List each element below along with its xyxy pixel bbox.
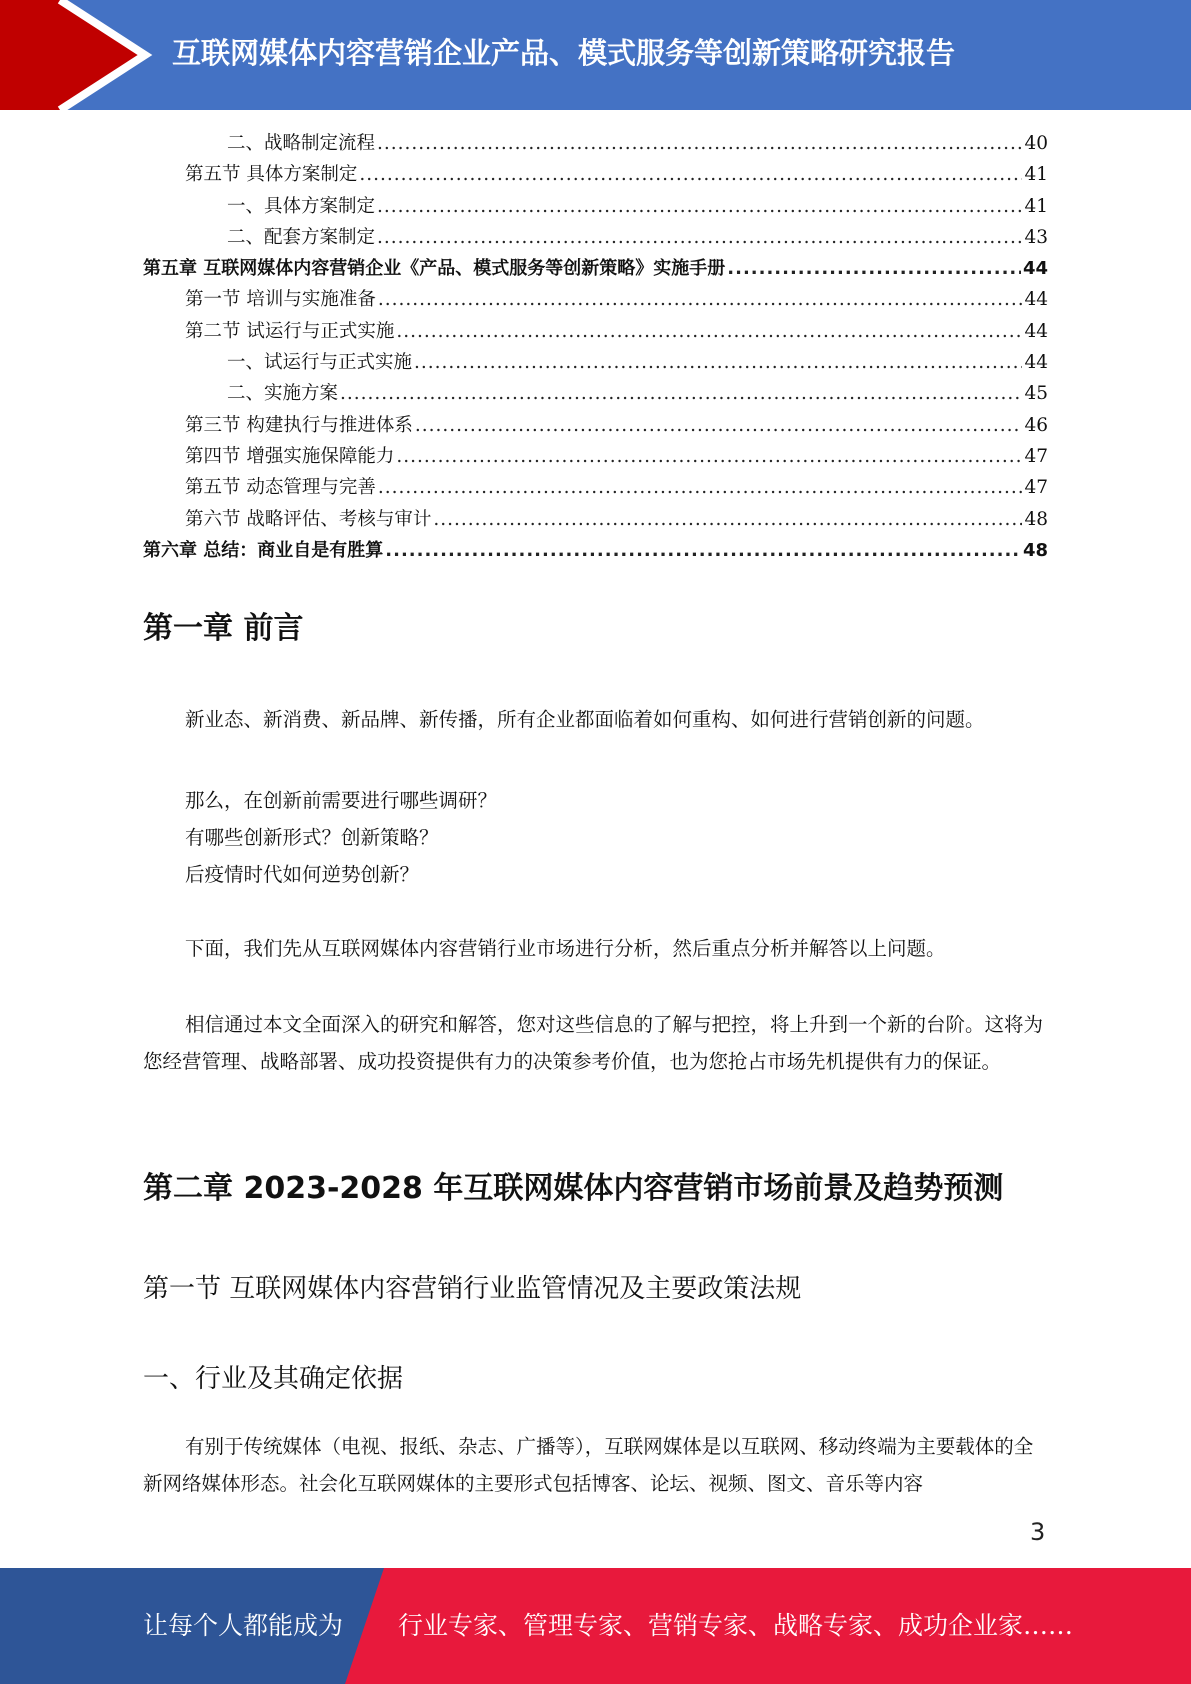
toc-entry[interactable] — [143, 347, 1048, 378]
toc-entry-title: 二、配套方案制定 — [227, 226, 376, 248]
toc-entry-page: 45 — [1024, 383, 1048, 405]
toc-dot-leader — [433, 504, 1022, 535]
toc-entry-title: 一、试运行与正式实施 — [227, 352, 413, 374]
toc-entry-page: 46 — [1024, 414, 1048, 436]
toc-dot-leader — [377, 191, 1022, 222]
toc-entry[interactable] — [143, 253, 1048, 284]
chapter-1-heading: 第一章 前言 — [143, 611, 304, 646]
toc-entry-page: 47 — [1024, 477, 1048, 499]
toc-dot-leader — [415, 410, 1023, 441]
toc-entry-title: 第六节 战略评估、考核与审计 — [185, 508, 432, 530]
toc-entry[interactable] — [143, 410, 1048, 441]
toc-entry-page: 44 — [1024, 320, 1048, 342]
toc-entry[interactable] — [143, 504, 1048, 535]
toc-dot-leader — [385, 535, 1021, 566]
toc-entry-title: 第五章 互联网媒体内容营销企业《产品、模式服务等创新策略》实施手册 — [143, 258, 726, 280]
toc-dot-leader — [396, 441, 1022, 472]
footer-slogan-right: 行业专家、管理专家、营销专家、战略专家、成功企业家…… — [398, 1611, 1074, 1640]
toc-entry[interactable] — [143, 441, 1048, 472]
toc-entry-page: 43 — [1024, 226, 1048, 248]
toc-dot-leader — [377, 222, 1022, 253]
toc-entry-title: 第四节 增强实施保障能力 — [185, 445, 395, 467]
toc-entry-title: 第三节 构建执行与推进体系 — [185, 414, 413, 436]
toc-entry-title: 第五节 具体方案制定 — [185, 164, 358, 186]
question-line: 后疫情时代如何逆势创新？ — [185, 863, 420, 886]
toc-entry-page: 40 — [1024, 133, 1048, 154]
section-heading: 第一节 互联网媒体内容营销行业监管情况及主要政策法规 — [143, 1274, 802, 1304]
toc-entry-page: 41 — [1024, 164, 1048, 186]
toc-entry-title: 第五节 动态管理与完善 — [185, 477, 376, 499]
paragraph: 新业态、新消费、新品牌、新传播，所有企业都面临着如何重构、如何进行营销创新的问题。 — [185, 708, 985, 731]
paragraph: 有别于传统媒体（电视、报纸、杂志、广播等），互联网媒体是以互联网、移动终端为主要载体的全新网络媒体形态。社会化互联网媒体的主要形式包括博客、论坛、视频、图文、音乐等内容 — [143, 1435, 1034, 1495]
toc-entry-title: 第六章 总结：商业自是有胜算 — [143, 539, 384, 561]
toc-entry[interactable] — [143, 284, 1048, 315]
toc-dot-leader — [414, 347, 1022, 378]
toc-entry[interactable] — [143, 472, 1048, 503]
paragraph: 相信通过本文全面深入的研究和解答，您对这些信息的了解与把控，将上升到一个新的台阶。这将为您经营管理、战略部署、成功投资提供有力的决策参考价值，也为您抢占市场先机提供有力的保证。 — [143, 1013, 1044, 1073]
toc-entry-title: 二、实施方案 — [227, 383, 339, 405]
table-of-contents — [143, 128, 1048, 566]
question-line: 那么，在创新前需要进行哪些调研？ — [185, 789, 498, 812]
toc-dot-leader — [340, 378, 1022, 409]
toc-entry-title: 第二节 试运行与正式实施 — [185, 320, 395, 342]
toc-dot-leader — [396, 316, 1022, 347]
toc-entry-page: 48 — [1024, 508, 1048, 530]
page-footer — [0, 1568, 1191, 1684]
paragraph: 下面，我们先从互联网媒体内容营销行业市场进行分析，然后重点分析并解答以上问题。 — [185, 937, 946, 960]
page-number: 3 — [1030, 1518, 1046, 1546]
toc-entry[interactable] — [143, 159, 1048, 190]
toc-dot-leader — [378, 284, 1023, 315]
toc-entry[interactable] — [143, 316, 1048, 347]
toc-entry-title: 第一节 培训与实施准备 — [185, 289, 376, 311]
subsection-heading: 一、行业及其确定依据 — [143, 1364, 404, 1394]
toc-entry[interactable] — [143, 191, 1048, 222]
toc-entry-page: 48 — [1022, 539, 1048, 561]
toc-entry-page: 44 — [1022, 258, 1048, 280]
toc-dot-leader — [378, 472, 1023, 503]
toc-entry-page: 47 — [1024, 445, 1048, 467]
page-header — [0, 0, 1191, 110]
toc-dot-leader — [377, 128, 1022, 159]
toc-entry-page: 44 — [1024, 289, 1048, 311]
toc-entry-page: 41 — [1024, 195, 1048, 217]
toc-dot-leader — [359, 159, 1022, 190]
footer-slogan-left: 让每个人都能成为 — [143, 1611, 344, 1640]
toc-entry-title: 二、战略制定流程 — [227, 133, 376, 154]
toc-entry-page: 44 — [1024, 352, 1048, 374]
toc-entry[interactable] — [143, 222, 1048, 253]
toc-entry-title: 一、具体方案制定 — [227, 195, 376, 217]
toc-entry[interactable] — [143, 535, 1048, 566]
question-line: 有哪些创新形式？创新策略？ — [185, 826, 439, 849]
toc-entry[interactable] — [143, 128, 1048, 159]
toc-entry[interactable] — [143, 378, 1048, 409]
report-title: 互联网媒体内容营销企业产品、模式服务等创新策略研究报告 — [172, 36, 956, 70]
chapter-2-heading: 第二章 2023-2028 年互联网媒体内容营销市场前景及趋势预测 — [143, 1171, 1004, 1206]
toc-dot-leader — [727, 253, 1021, 284]
